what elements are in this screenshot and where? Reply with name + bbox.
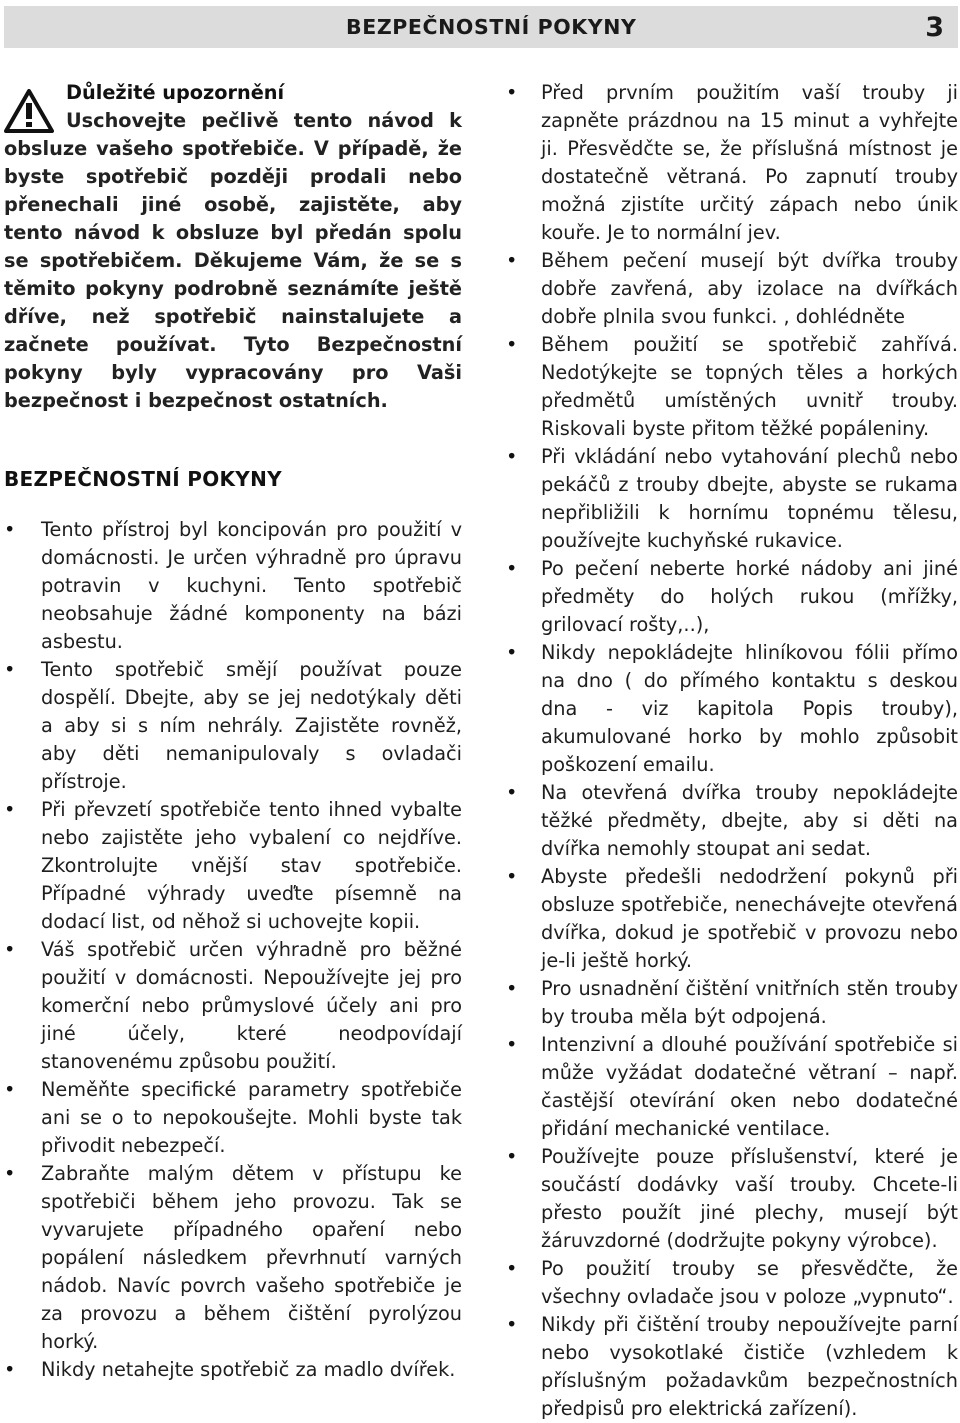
- list-item: • Před prvním použitím vaší trouby ji zapněte prázdnou na 15 minut a vyhřejte ji. Přesvědčte se, že příslušná místnost je dostatečně větraná. Po zapnutí trouby možná zjistíte určitý zápach nebo únik kouře. Je to normální jev.: [506, 79, 958, 247]
- list-item: • Tento spotřebič smějí používat pouze dospělí. Dbejte, aby se jej nedotýkaly děti a aby si s ním nehrály. Zajistěte rovněž, aby děti nemanipulovaly s ovladači přístroje.: [4, 656, 462, 796]
- list-item: • Používejte pouze příslušenství, které je součástí dodávky vaší trouby. Chcete-li přesto použít jiné plechy, musejí být žáruvzdorné (dodržujte pokyny výrobce).: [506, 1143, 958, 1255]
- list-item: • Po použití trouby se přesvědčte, že všechny ovladače jsou v poloze „vypnuto“.: [506, 1255, 958, 1311]
- left-bullet-list: [4, 516, 462, 1384]
- list-item: • Během pečení musejí být dvířka trouby dobře zavřená, aby izolace na dvířkách dobře plnila svou funkci. , dohlédněte: [506, 247, 958, 331]
- list-item: • Zabraňte malým dětem v přístupu ke spotřebiči během jeho provozu. Tak se vyvarujete případného opaření nebo popálení následkem převrhnutí varných nádob. Navíc povrch vašeho spotřebiče je za provozu a během čištění pyrolýzou horký.: [4, 1160, 462, 1356]
- list-item: • Nikdy netahejte spotřebič za madlo dvířek.: [4, 1356, 462, 1384]
- list-item: • Abyste předešli nedodržení pokynů při obsluze spotřebiče, nenechávejte otevřená dvířka, dokud je spotřebič v provozu nebo je-li ještě horký.: [506, 863, 958, 975]
- list-item: • Během použití se spotřebič zahřívá. Nedotýkejte se topných těles a horkých předmětů umístěných uvnitř trouby. Riskovali byste přitom těžké popáleniny.: [506, 331, 958, 443]
- list-item: • Nikdy při čištění trouby nepoužívejte parní nebo vysokotlaké čističe (vzhledem k příslušným požadavkům bezpečnostních předpisů pro elektrická zařízení).: [506, 1311, 958, 1423]
- page-header: [4, 6, 958, 48]
- list-item: • Po pečení neberte horké nádoby ani jiné předměty do holých rukou (mřížky, grilovací rošty,..),: [506, 555, 958, 639]
- page-number: 3: [925, 12, 944, 43]
- right-bullet-list: [506, 79, 958, 1423]
- right-column: [506, 79, 958, 1423]
- warning-block: [4, 79, 462, 415]
- list-item: • Nikdy nepokládejte hliníkovou fólii přímo na dno ( do přímého kontaktu s deskou dna - viz kapitola Popis trouby), akumulované horko by mohlo způsobit poškození emailu.: [506, 639, 958, 779]
- warning-heading: Důležité upozornění: [66, 81, 285, 104]
- header-title: BEZPEČNOSTNÍ POKYNY: [346, 15, 637, 39]
- list-item: • Na otevřená dvířka trouby nepokládejte těžké předměty, dbejte, aby si děti na dvířka nemohly stoupat ani sedat.: [506, 779, 958, 863]
- list-item: • Při vkládání nebo vytahování plechů nebo pekáčů z trouby dbejte, abyste se rukama nepřibližili k hornímu topnému tělesu, používejte kuchyňské rukavice.: [506, 443, 958, 555]
- list-item: • Váš spotřebič určen výhradně pro běžné použití v domácnosti. Nepoužívejte jej pro komerční nebo průmyslové účely ani pro jiné účely, které neodpovídají stanovenému způsobu použití.: [4, 936, 462, 1076]
- list-item: • Intenzivní a dlouhé používání spotřebiče si může vyžádat dodatečné větraní – např. častější otevírání oken nebo dodatečné přidání mechanické ventilace.: [506, 1031, 958, 1143]
- list-item: • Neměňte specifické parametry spotřebiče ani se o to nepokoušejte. Mohli byste tak přivodit nebezpečí.: [4, 1076, 462, 1160]
- list-item: • Při převzetí spotřebiče tento ihned vybalte nebo zajistěte jeho vybalení co nejdříve. Zkontrolujte vnější stav spotřebiče. Případné výhrady uveďte písemně na dodací list, od něhož si uchovejte kopii.: [4, 796, 462, 936]
- warning-triangle-icon: [4, 89, 54, 133]
- warning-body: Uschovejte pečlivě tento návod k obsluze vašeho spotřebiče. V případě, že byste spotřebič později prodali nebo přenechali jiné osobě, zajistěte, aby tento návod k obsluze byl předán spolu se spotřebičem. Děkujeme Vám, že se s těmito pokyny podrobně seznámíte ještě dříve, než spotřebič nainstalujete a začnete používat. Tyto Bezpečnostní pokyny byly vypracovány pro Vaši bezpečnost i bezpečnost ostatních.: [4, 109, 462, 412]
- list-item: • Tento přístroj byl koncipován pro použití v domácnosti. Je určen výhradně pro úpravu potravin v kuchyni. Tento spotřebič neobsahuje žádné komponenty na bázi asbestu.: [4, 516, 462, 656]
- left-column: [4, 79, 462, 1384]
- list-item: • Pro usnadnění čištění vnitřních stěn trouby by trouba měla být odpojená.: [506, 975, 958, 1031]
- section-title: BEZPEČNOSTNÍ POKYNY: [4, 467, 282, 491]
